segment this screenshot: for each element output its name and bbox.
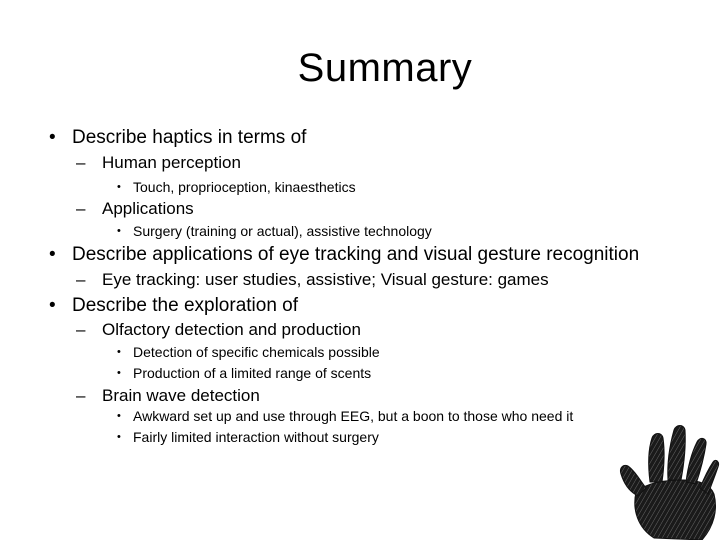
- detail-detection: [117, 343, 380, 361]
- handprint-icon: [618, 422, 720, 540]
- subbullet-text: Applications: [102, 199, 194, 218]
- detail-limited-interaction: [117, 428, 379, 446]
- detail-surgery: [117, 222, 432, 240]
- bullet-eye-tracking: [49, 243, 640, 267]
- subbullet-human-perception: [76, 152, 241, 174]
- bullet-marker: •: [49, 244, 56, 265]
- subbullet-text: Brain wave detection: [102, 386, 260, 405]
- slide-title: Summary: [297, 46, 473, 90]
- bullet-marker: •: [117, 431, 121, 443]
- subbullet-applications: [76, 198, 194, 220]
- detail-text: Fairly limited interaction without surgery: [133, 429, 379, 445]
- subbullet-olfactory: [76, 319, 361, 341]
- dash-marker: –: [76, 153, 86, 172]
- bullet-marker: •: [117, 181, 121, 193]
- detail-text: Production of a limited range of scents: [133, 365, 372, 381]
- bullet-marker: •: [117, 225, 121, 237]
- bullet-haptics: [49, 126, 307, 150]
- bullet-marker: •: [117, 346, 121, 358]
- dash-marker: –: [76, 386, 86, 405]
- detail-production: [117, 364, 372, 382]
- subbullet-text: Human perception: [102, 153, 241, 172]
- bullet-text: Describe haptics in terms of: [72, 127, 307, 148]
- bullet-exploration: [49, 294, 299, 318]
- bullet-text: Describe the exploration of: [72, 295, 299, 316]
- bullet-marker: •: [49, 127, 56, 148]
- subbullet-text: Eye tracking: user studies, assistive; Visual gesture: games: [102, 270, 549, 289]
- detail-touch: [117, 178, 356, 196]
- bullet-marker: •: [117, 410, 121, 422]
- bullet-text: Describe applications of eye tracking and visual gesture recognition: [72, 244, 640, 265]
- detail-text: Surgery (training or actual), assistive technology: [133, 223, 432, 239]
- dash-marker: –: [76, 320, 86, 339]
- subbullet-text: Olfactory detection and production: [102, 320, 361, 339]
- subbullet-eye-tracking-uses: [76, 269, 549, 291]
- detail-text: Touch, proprioception, kinaesthetics: [133, 179, 356, 195]
- detail-text: Awkward set up and use through EEG, but a boon to those who need it: [133, 408, 574, 424]
- detail-eeg: [117, 407, 574, 425]
- subbullet-brain-wave: [76, 385, 260, 407]
- detail-text: Detection of specific chemicals possible: [133, 344, 380, 360]
- bullet-marker: •: [49, 295, 56, 316]
- dash-marker: –: [76, 270, 86, 289]
- dash-marker: –: [76, 199, 86, 218]
- bullet-marker: •: [117, 367, 121, 379]
